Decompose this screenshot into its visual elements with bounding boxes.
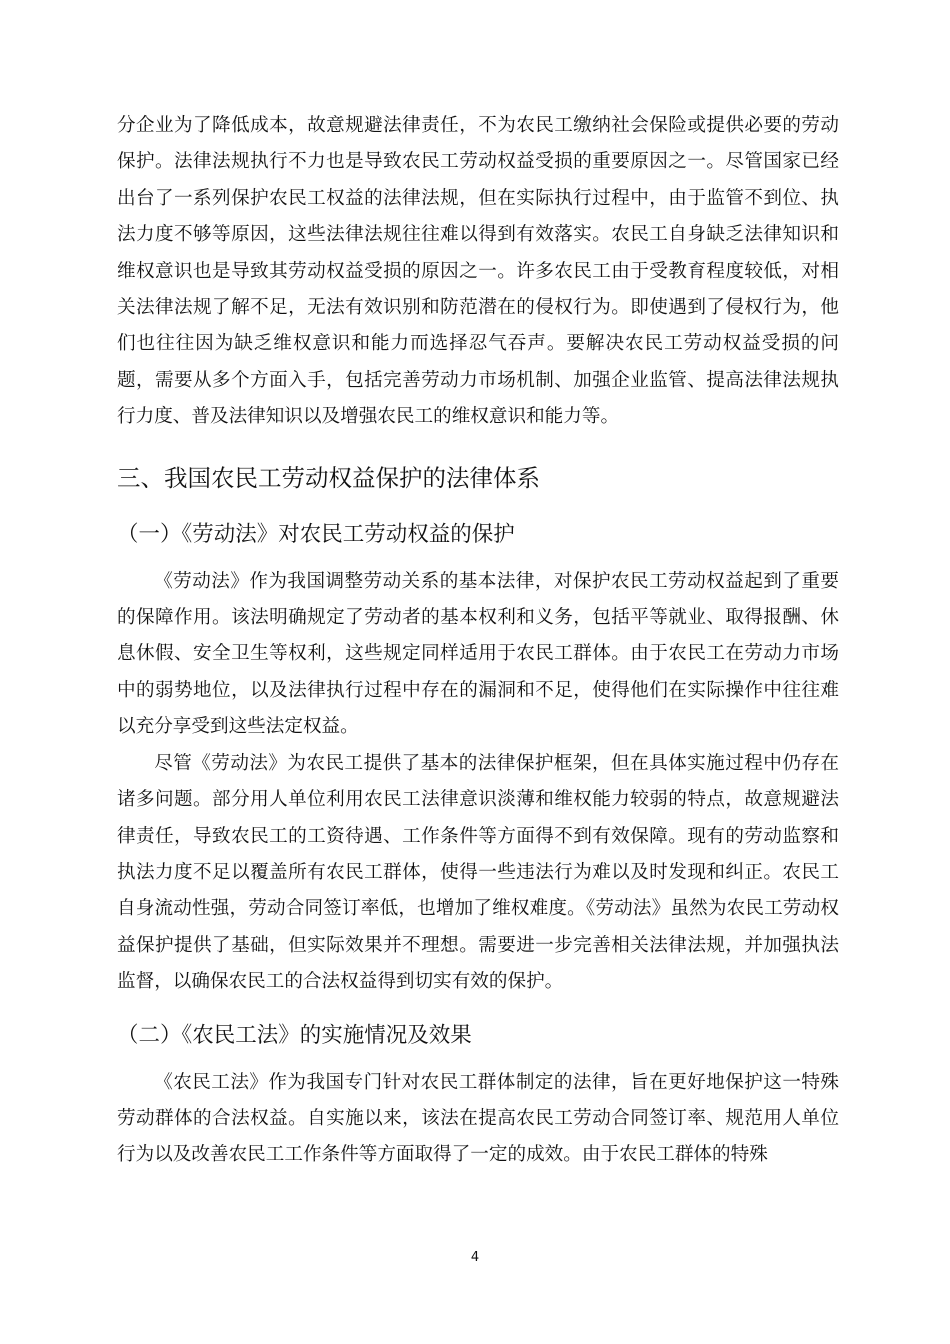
migrant-worker-law-paragraph-1: 《农民工法》作为我国专门针对农民工群体制定的法律，旨在更好地保护这一特殊劳动群体的合法权益。自实施以来，该法在提高农民工劳动合同签订率、规范用人单位行为以及改善农民工工作条件等方面取得了一定的成效。由于农民工群体的特殊	[117, 1071, 839, 1166]
paragraph-continuation: 分企业为了降低成本，故意规避法律责任，不为农民工缴纳社会保险或提供必要的劳动保护。法律法规执行不力也是导致农民工劳动权益受损的重要原因之一。尽管国家已经出台了一系列保护农民工权益的法律法规，但在实际执行过程中，由于监管不到位、执法力度不够等原因，这些法律法规往往难以得到有效落实。农民工自身缺乏法律知识和维权意识也是导致其劳动权益受损的原因之一。许多农民工由于受教育程度较低，对相关法律法规了解不足，无法有效识别和防范潜在的侵权行为。即使遇到了侵权行为，他们也往往因为缺乏维权意识和能力而选择忍气吞声。要解决农民工劳动权益受损的问题，需要从多个方面入手，包括完善劳动力市场机制、加强企业监管、提高法律法规执行力度、普及法律知识以及增强农民工的维权意识和能力等。	[117, 115, 839, 428]
subsection-title-migrant-worker-law: （二）《农民工法》的实施情况及效果	[117, 1022, 472, 1048]
subsection-title-labor-law: （一）《劳动法》对农民工劳动权益的保护	[117, 521, 515, 547]
page-content	[117, 108, 839, 1174]
section-title: 三、我国农民工劳动权益保护的法律体系	[117, 463, 540, 492]
labor-law-paragraph-1: 《劳动法》作为我国调整劳动关系的基本法律，对保护农民工劳动权益起到了重要的保障作用。该法明确规定了劳动者的基本权利和义务，包括平等就业、取得报酬、休息休假、安全卫生等权利，这些规定同样适用于农民工群体。由于农民工在劳动力市场中的弱势地位，以及法律执行过程中存在的漏洞和不足，使得他们在实际操作中往往难以充分享受到这些法定权益。	[117, 570, 839, 738]
labor-law-paragraph-2: 尽管《劳动法》为农民工提供了基本的法律保护框架，但在具体实施过程中仍存在诸多问题。部分用人单位利用农民工法律意识淡薄和维权能力较弱的特点，故意规避法律责任，导致农民工的工资待遇、工作条件等方面得不到有效保障。现有的劳动监察和执法力度不足以覆盖所有农民工群体，使得一些违法行为难以及时发现和纠正。农民工自身流动性强，劳动合同签订率低，也增加了维权难度。《劳动法》虽然为农民工劳动权益保护提供了基础，但实际效果并不理想。需要进一步完善相关法律法规，并加强执法监督，以确保农民工的合法权益得到切实有效的保护。	[117, 752, 839, 993]
page-number: 4	[470, 1250, 480, 1265]
